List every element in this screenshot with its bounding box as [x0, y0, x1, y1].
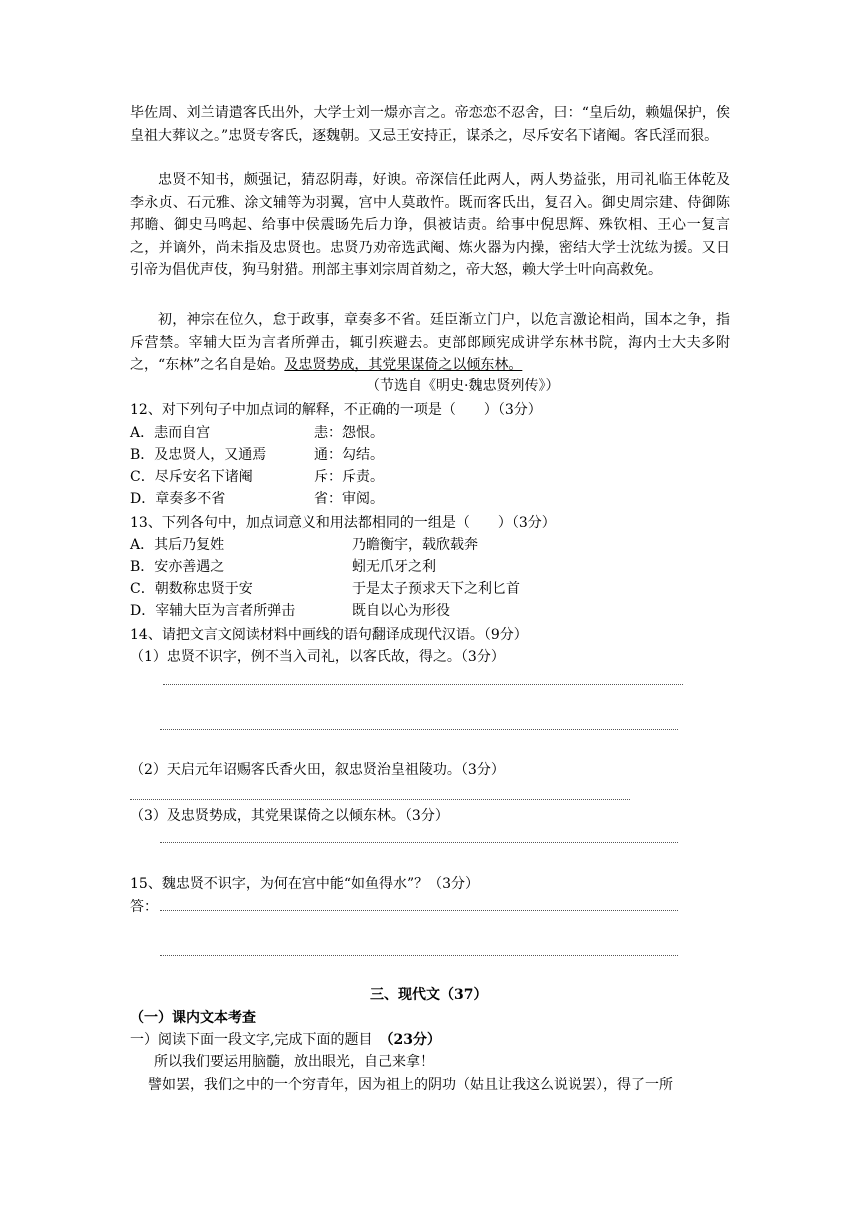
q12-option-b: B．及忠贤人，又通焉	[130, 447, 267, 463]
q12-option-d: D．章奏多不省	[130, 491, 226, 507]
passage-paragraph-3	[130, 309, 730, 377]
q13-option-b-compare: 蚓无爪牙之利	[352, 559, 436, 575]
q13-option-a: A．其后乃复姓	[130, 537, 225, 553]
q13-option-c: C．朝数称忠贤于安	[130, 581, 253, 597]
q13-option-b: B．安亦善遇之	[130, 559, 225, 575]
answer-line[interactable]	[160, 910, 678, 911]
passage-paragraph-1: 毕佐周、刘兰请遣客氏出外，大学士刘一燝亦言之。帝恋恋不忍舍，曰：“皇后幼，赖媪保护，俟皇祖大葬议之。”忠贤专客氏，逐魏朝。又忌王安持正，谋杀之，尽斥安名下诸阉。客氏淫而狠。	[130, 105, 730, 144]
q13-option-a-compare: 乃瞻衡宇，载欣载奔	[352, 537, 478, 553]
q13-option-d: D．宰辅大臣为言者所弹击	[130, 603, 296, 619]
q12-option-b-gloss: 通：勾结。	[314, 447, 384, 463]
section-3-subtitle: （一）课内文本考查	[130, 1010, 256, 1026]
answer-line[interactable]	[130, 799, 630, 800]
passage-paragraph-3-text: 初，神宗在位久，怠于政事，章奏多不省。廷臣渐立门户，以危言激论相尚，国本之争，指斥营禁。宰辅大臣为言者所弹击，辄引疾避去。吏部郎顾宪成讲学东林书院，海内士大夫多附之，“东林”之名自是始。	[130, 312, 730, 373]
q13-option-d-compare: 既自以心为形役	[352, 603, 450, 619]
section-3-line-1: 所以我们要运用脑髓，放出眼光，自己来拿！	[154, 1054, 434, 1070]
q12-option-a: A．恚而自宫	[130, 425, 211, 441]
answer-line[interactable]	[160, 842, 678, 843]
q13-option-c-compare: 于是太子预求天下之利匕首	[352, 581, 520, 597]
q12-stem: 12、对下列句子中加点词的解释，不正确的一项是（ ）（3分）	[130, 402, 542, 418]
section-3-intro-points: （23分）	[386, 1032, 441, 1048]
answer-line[interactable]	[160, 729, 678, 730]
section-3-line-2: 譬如罢，我们之中的一个穷青年，因为祖上的阴功（姑且让我这么说说罢），得了一所	[148, 1077, 673, 1093]
passage-paragraph-2: 忠贤不知书，颇强记，猜忍阴毒，好谀。帝深信任此两人，两人势益张，用司礼临王体乾及李永贞、石元雅、涂文辅等为羽翼，宫中人莫敢忤。既而客氏出，复召入。御史周宗建、侍御陈邦瞻、御史马鸣起、给事中侯震旸先后力诤，俱被诘责。给事中倪思辉、殊钦相、王心一复言之，并谪外，尚未指及忠贤也。忠贤乃劝帝选武阉、炼火器为内操，密结大学士沈纮为援。又日引帝为倡优声伎，狗马射猎。刑部主事刘宗周首劾之，帝大怒，赖大学士叶向高救免。	[130, 172, 730, 278]
underlined-sentence: 及忠贤势成，其党果谋倚之以倾东林。	[284, 357, 523, 373]
q15-answer-label: 答：	[130, 899, 158, 915]
q13-stem: 13、下列各句中，加点词意义和用法都相同的一组是（ ）（3分）	[130, 515, 556, 531]
q14-sentence-3: （3）及忠贤势成，其党果谋倚之以倾东林。（3分）	[130, 808, 449, 824]
q12-option-c: C．尽斥安名下诸阉	[130, 469, 253, 485]
q14-sentence-2: （2）天启元年诏赐客氏香火田，叙忠贤治皇祖陵功。（3分）	[130, 762, 505, 778]
q14-sentence-1: （1）忠贤不识字，例不当入司礼，以客氏故，得之。（3分）	[130, 649, 505, 665]
passage-source: （节选自《明史·魏忠贤列传》）	[366, 378, 560, 394]
q15-stem: 15、魏忠贤不识字，为何在宫中能“如鱼得水”？（3分）	[130, 876, 480, 892]
q12-option-a-gloss: 恚：怨恨。	[314, 425, 384, 441]
q12-option-c-gloss: 斥：斥责。	[314, 469, 384, 485]
section-3-intro	[130, 1030, 441, 1050]
section-3-title: 三、现代文（37）	[370, 987, 488, 1003]
q12-option-d-gloss: 省：审阅。	[314, 491, 384, 507]
q14-stem: 14、请把文言文阅读材料中画线的语句翻译成现代汉语。（9分）	[130, 627, 528, 643]
section-3-intro-text: 一）阅读下面一段文字,完成下面的题目	[130, 1032, 387, 1048]
answer-line[interactable]	[163, 684, 683, 685]
answer-line[interactable]	[160, 955, 678, 956]
